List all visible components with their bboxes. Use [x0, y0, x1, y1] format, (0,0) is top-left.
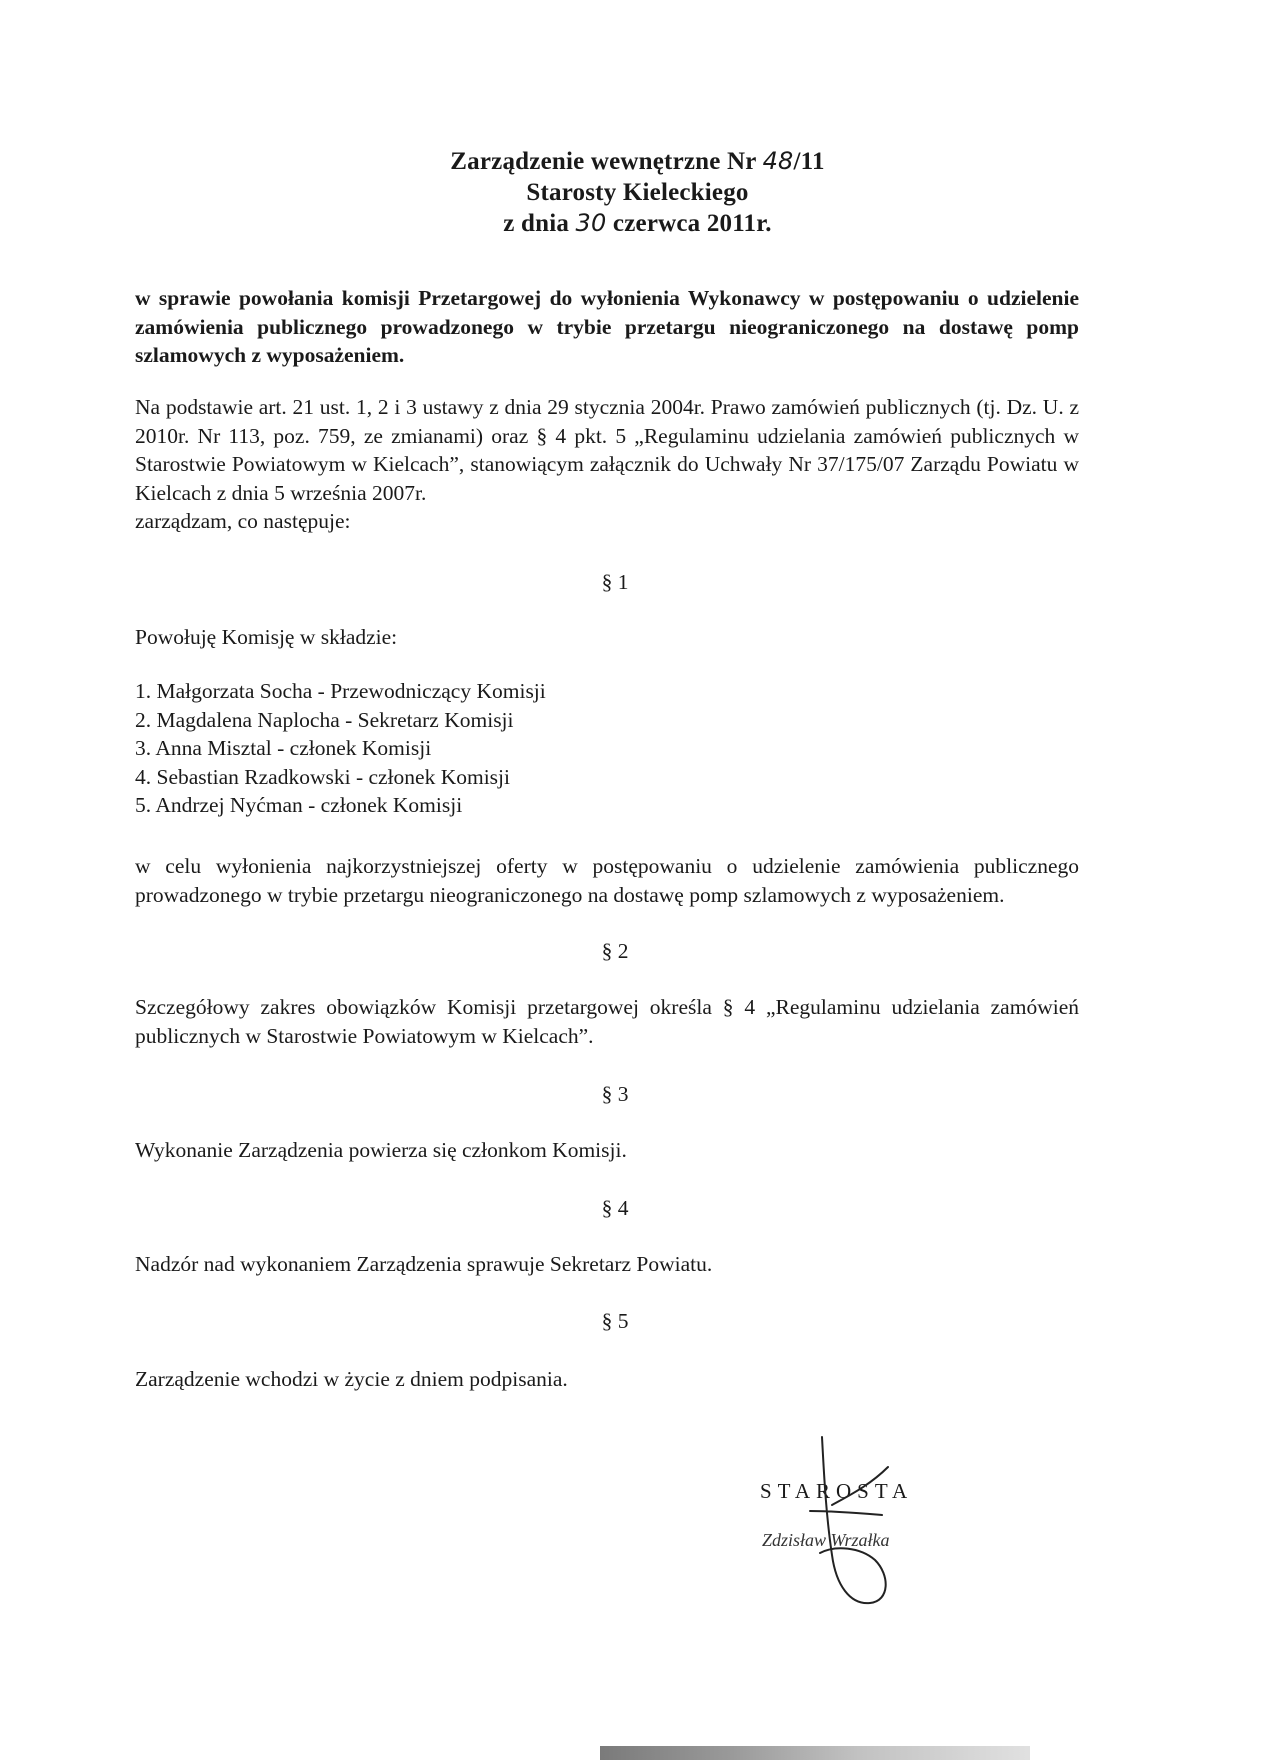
- handwritten-signature: [740, 1415, 980, 1615]
- stamp-title: STAROSTA: [760, 1479, 914, 1503]
- commission-intro: Powołuję Komisję w składzie:: [135, 625, 398, 649]
- section-2-heading: § 2: [601, 939, 629, 963]
- commission-members-list: [135, 677, 546, 820]
- header-date-suffix: czerwca 2011r.: [606, 210, 772, 237]
- header-issuer: Starosty Kieleckiego: [526, 179, 749, 206]
- list-item: 1. Małgorzata Socha - Przewodniczący Komisji: [135, 679, 546, 703]
- section-4-text: Nadzór nad wykonaniem Zarządzenia sprawuje Sekretarz Powiatu.: [135, 1252, 713, 1276]
- decree-subject: w sprawie powołania komisji Przetargowej do wyłonienia Wykonawcy w postępowaniu o udzielenie zamówienia publicznego prowadzonego w trybie przetargu nieograniczonego na dostawę pomp szlamowych z wyposażeniem.: [135, 286, 1079, 367]
- legal-basis: Na podstawie art. 21 ust. 1, 2 i 3 ustawy z dnia 29 stycznia 2004r. Prawo zamówień publicznych (tj. Dz. U. z 2010r. Nr 113, poz. 759, ze zmianami) oraz § 4 pkt. 5 „Regulaminu udzielania zamówień publicznych w Starostwie Powiatowym w Kielcach”, stanowiącym załącznik do Uchwały Nr 37/175/07 Zarządu Powiatu w Kielcach z dnia 5 września 2007r.: [135, 395, 1079, 505]
- list-item: 4. Sebastian Rzadkowski - członek Komisji: [135, 764, 510, 789]
- header-title-prefix: Zarządzenie wewnętrzne Nr: [450, 148, 763, 175]
- starosta-stamp: [740, 1465, 980, 1605]
- scan-edge-artifact: [600, 1746, 1030, 1760]
- document-header: [0, 146, 1275, 239]
- decree-intro: zarządzam, co następuje:: [135, 509, 351, 533]
- list-item: 5. Andrzej Nyćman - członek Komisji: [135, 793, 463, 817]
- header-title: [0, 146, 1275, 177]
- list-item: 2. Magdalena Naplocha - Sekretarz Komisji: [135, 707, 514, 732]
- section-1-heading: § 1: [601, 570, 629, 594]
- commission-purpose: w celu wyłonienia najkorzystniejszej oferty w postępowaniu o udzielenie zamówienia publicznego prowadzonego w trybie przetargu nieograniczonego na dostawę pomp szlamowych z wyposażeniem.: [135, 854, 1079, 907]
- section-5-heading: § 5: [601, 1309, 629, 1333]
- header-date: [0, 208, 1275, 239]
- stamp-name: Zdzisław Wrzałka: [762, 1530, 890, 1550]
- list-item: 3. Anna Misztal - członek Komisji: [135, 736, 432, 760]
- section-3-heading: § 3: [601, 1082, 629, 1106]
- section-4-heading: § 4: [601, 1196, 629, 1220]
- header-date-prefix: z dnia: [503, 210, 576, 237]
- section-2-text: Szczegółowy zakres obowiązków Komisji przetargowej określa § 4 „Regulaminu udzielania zamówień publicznych w Starostwie Powiatowym w Kielcach”.: [135, 995, 1079, 1048]
- section-3-text: Wykonanie Zarządzenia powierza się członkom Komisji.: [135, 1138, 627, 1162]
- section-5-text: Zarządzenie wchodzi w życie z dniem podpisania.: [135, 1367, 568, 1391]
- handwritten-number: 48: [762, 147, 794, 175]
- handwritten-day: 30: [575, 209, 607, 237]
- header-title-suffix: /11: [793, 148, 825, 175]
